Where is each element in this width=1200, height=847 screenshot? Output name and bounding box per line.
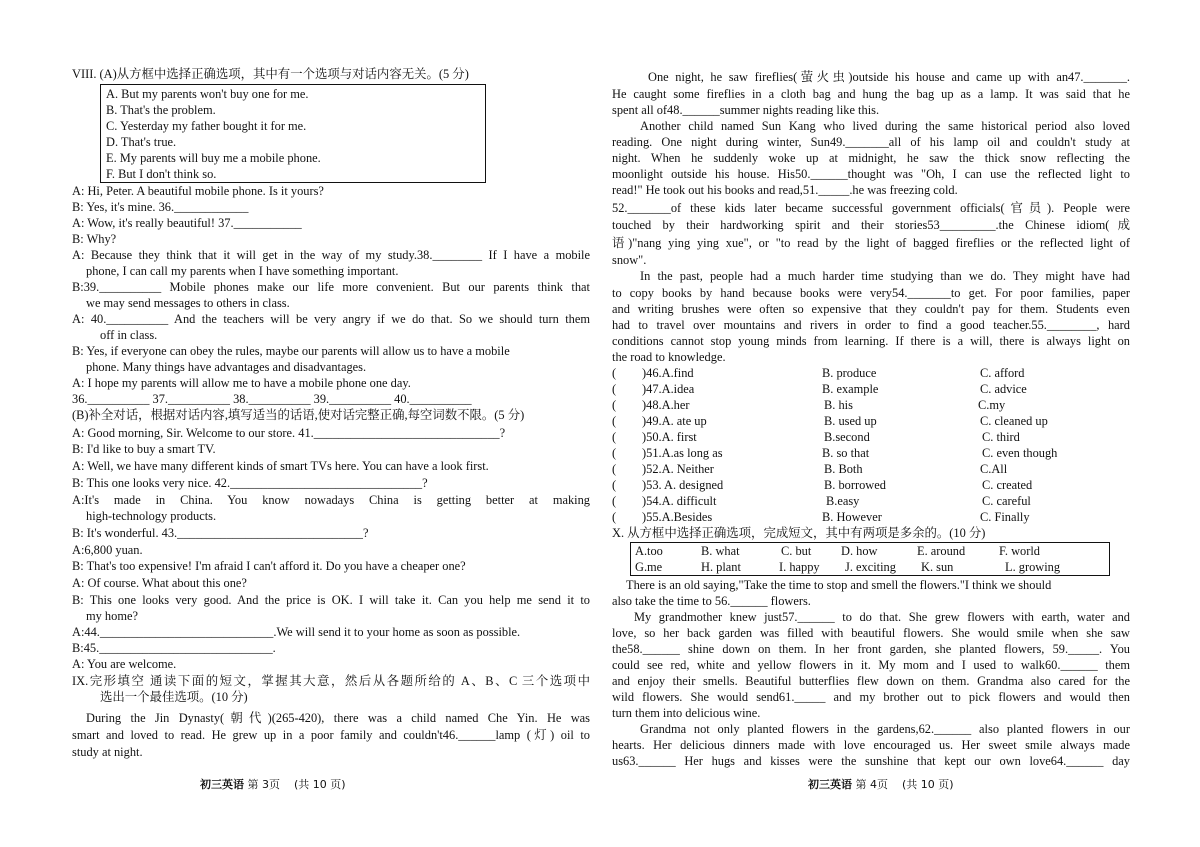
- passage-line: During the Jin Dynasty(朝代)(265-420), there was a child named Che Yin. He was: [86, 711, 590, 725]
- word-option: L. growing: [1005, 560, 1061, 574]
- dialogue-line: A: Well, we have many different kinds of smart TVs here. You can have a look first.: [72, 459, 489, 473]
- passage-line: snow".: [612, 253, 647, 267]
- mc-option-b: B. used up: [824, 414, 877, 428]
- dialogue-line: A:44.____________________________.We will send it to your home as soon as possible.: [72, 625, 521, 639]
- mc-option-c: C.my: [978, 398, 1006, 412]
- mc-option-a: )53. A. designed: [642, 478, 724, 492]
- section-8b-header: (B)补全对话，根据对话内容,填写适当的话语,使对话完整正确,每空词数不限。(5 分): [72, 408, 525, 422]
- footer-page: 第 4页: [855, 778, 888, 791]
- passage-line: night. When he suddenly woke up at midnight, he saw the thick snow reflecting the: [612, 151, 1130, 165]
- dialogue-line: B:39.__________ Mobile phones make our life more convenient. But our parents think that: [72, 280, 590, 294]
- dialogue-line: B: Why?: [72, 232, 117, 246]
- passage-line: to copy books by hand because books were very54._______to get. For poor families, paper: [612, 286, 1130, 300]
- options-box: [100, 84, 486, 183]
- mc-option-a: )54.A. difficult: [642, 494, 717, 508]
- dialogue-line: A: Of course. What about this one?: [72, 576, 247, 590]
- passage-line: He caught some fireflies in a cloth bag and hung the bag up as a lamp. It was said that he: [612, 87, 1130, 101]
- footer-page: 第 3页: [247, 778, 280, 791]
- word-option: H. plant: [701, 560, 741, 574]
- passage-line: had to travel over mountains and rivers in order to find a good teacher.55.________, hard: [612, 318, 1130, 332]
- mc-option-b: B.easy: [826, 494, 860, 508]
- passage-line: conditions cannot stop young minds from learning. If there is a will, there is always light on: [612, 334, 1130, 348]
- dialogue-line: A: Because they think that it will get in the way of my study.38.________ If I have a mobile: [72, 248, 590, 262]
- passage-line: moonlight outside his house. His50.______thought was "Oh, I can use the reflected light to: [612, 167, 1130, 181]
- passage-line: 语)"nang ying ying xue", or "to read by the light of bagged fireflies or the reflected light of: [612, 236, 1130, 250]
- passage-line: also take the time to 56.______ flowers.: [612, 594, 811, 608]
- page-footer: [808, 776, 954, 792]
- right-page: [612, 0, 1130, 847]
- passage-line: There is an old saying,"Take the time to stop and smell the flowers."I think we should: [626, 578, 1052, 592]
- word-box: [630, 542, 1110, 576]
- passage-line: In the past, people had a much harder time studying than we do. They might have had: [640, 269, 1130, 283]
- mc-paren: (: [612, 494, 617, 508]
- word-option: J. exciting: [845, 560, 896, 574]
- mc-option-a: )55.A.Besides: [642, 510, 713, 524]
- dialogue-line: we may send messages to others in class.: [86, 296, 290, 310]
- box-option: D. That's true.: [106, 135, 177, 149]
- word-option: I. happy: [779, 560, 820, 574]
- dialogue-line: A: Hi, Peter. A beautiful mobile phone. Is it yours?: [72, 184, 324, 198]
- section-9-header-cont: 选出一个最佳选项。(10 分): [100, 690, 248, 704]
- mc-paren: (: [612, 446, 617, 460]
- dialogue-line: high-technology products.: [86, 509, 217, 523]
- section-10-header: X. 从方框中选择正确选项，完成短文，其中有两项是多余的。(10 分): [612, 526, 986, 540]
- box-option: E. My parents will buy me a mobile phone.: [106, 151, 321, 165]
- passage-line: wild flowers. She would send61._____ and my brother out to pick flowers and would then: [612, 690, 1130, 704]
- dialogue-line: B: That's too expensive! I'm afraid I can't afford it. Do you have a cheaper one?: [72, 559, 466, 573]
- passage-line: spent all of48.______summer nights reading like this.: [612, 103, 880, 117]
- word-option: K. sun: [921, 560, 954, 574]
- box-option: F. But I don't think so.: [106, 167, 217, 181]
- passage-line: turn them into delicious wine.: [612, 706, 761, 720]
- mc-option-b: B. Both: [824, 462, 863, 476]
- mc-option-b: B. borrowed: [824, 478, 886, 492]
- mc-option-a: )50.A. first: [642, 430, 697, 444]
- passage-line: One night, he saw fireflies(萤火虫)outside his house and came up with an47._______.: [648, 70, 1130, 84]
- mc-paren: (: [612, 478, 617, 492]
- word-option: B. what: [701, 544, 740, 558]
- dialogue-line: phone. Many things have advantages and disadvantages.: [86, 360, 367, 374]
- passage-line: love, so her back garden was filled with beautiful flowers. She would smile when she saw: [612, 626, 1130, 640]
- word-option: G.me: [635, 560, 663, 574]
- passage-line: and writing brushes were often so expensive that they couldn't pay for them. Students even: [612, 302, 1130, 316]
- mc-option-c: C. third: [982, 430, 1020, 444]
- footer-course: 初三英语: [808, 778, 852, 791]
- mc-option-b: B. example: [822, 382, 879, 396]
- mc-option-b: B. so that: [822, 446, 870, 460]
- passage-line: 52._______of these kids later became successful government officials(官员). People were: [612, 201, 1130, 215]
- passage-line: touched by their hardworking spirit and their stories53_________.the Chinese idiom(成: [612, 218, 1130, 232]
- mc-option-a: )52.A. Neither: [642, 462, 714, 476]
- box-option: C. Yesterday my father bought it for me.: [106, 119, 307, 133]
- mc-option-c: C. created: [982, 478, 1033, 492]
- word-option: F. world: [999, 544, 1041, 558]
- page-footer: [200, 776, 346, 792]
- dialogue-line: B: This one looks very nice. 42._______________________________?: [72, 476, 428, 490]
- passage-line: us63.______ Her hugs and kisses were the sunshine that kept our own love64.______ day: [612, 754, 1130, 768]
- mc-option-c: C. even though: [982, 446, 1058, 460]
- footer-course: 初三英语: [200, 778, 244, 791]
- passage-line: the road to knowledge.: [612, 350, 726, 364]
- footer-total: (共 10 页): [902, 778, 954, 791]
- mc-option-c: C. afford: [980, 366, 1025, 380]
- dialogue-line: B: I'd like to buy a smart TV.: [72, 442, 216, 456]
- mc-paren: (: [612, 414, 617, 428]
- passage-line: My grandmother knew just57.______ to do that. She grew flowers with earth, water and: [634, 610, 1130, 624]
- answer-blanks-line: 36.__________ 37.__________ 38.__________ 39.__________ 40.__________: [72, 392, 472, 406]
- box-option: B. That's the problem.: [106, 103, 216, 117]
- passage-line: Grandma not only planted flowers in the gardens,62.______ also planted flowers in our: [640, 722, 1130, 736]
- mc-option-a: )51.A.as long as: [642, 446, 723, 460]
- mc-option-a: )49.A. ate up: [642, 414, 707, 428]
- word-option: E. around: [917, 544, 966, 558]
- section-8-header: VIII. (A)从方框中选择正确选项，其中有一个选项与对话内容无关。(5 分): [72, 67, 469, 81]
- mc-option-b: B. produce: [822, 366, 877, 380]
- mc-option-c: C. careful: [982, 494, 1031, 508]
- dialogue-line: A: I hope my parents will allow me to have a mobile phone one day.: [72, 376, 411, 390]
- mc-option-b: B. his: [824, 398, 853, 412]
- mc-option-a: )46.A.find: [642, 366, 694, 380]
- dialogue-line: A: Good morning, Sir. Welcome to our store. 41.______________________________?: [72, 426, 506, 440]
- dialogue-line: A:6,800 yuan.: [72, 543, 143, 557]
- section-9-header: IX.完形填空 通读下面的短文，掌握其大意，然后从各题所给的 A、B、C 三个选项中: [72, 674, 590, 688]
- passage-line: and enjoy their smells. Beautiful butterflies flew down on them. Grandma also cared for the: [612, 674, 1130, 688]
- mc-option-c: C. advice: [980, 382, 1027, 396]
- passage-line: read!" He took out his books and read,51._____.he was freezing cold.: [612, 183, 958, 197]
- mc-option-b: B.second: [824, 430, 870, 444]
- passage-line: study at night.: [72, 745, 143, 759]
- passage-line: smart and loved to read. He grew up in a poor family and couldn't46.______lamp (灯) oil to: [72, 728, 590, 742]
- footer-total: (共 10 页): [294, 778, 346, 791]
- dialogue-line: B: It's wonderful. 43.______________________________?: [72, 526, 369, 540]
- dialogue-line: A: Wow, it's really beautiful! 37.___________: [72, 216, 302, 230]
- mc-paren: (: [612, 462, 617, 476]
- dialogue-line: A: 40.__________ And the teachers will be very angry if we do that. So we should turn them: [72, 312, 590, 326]
- passage-line: the58.______ shine down on them. In her front garden, she planted flowers, 59._____. You: [612, 642, 1130, 656]
- dialogue-line: phone, I can call my parents when I have something important.: [86, 264, 399, 278]
- word-option: C. but: [781, 544, 812, 558]
- mc-paren: (: [612, 510, 617, 524]
- dialogue-line: off in class.: [100, 328, 158, 342]
- mc-paren: (: [612, 430, 617, 444]
- passage-line: reading. One night during winter, Sun49._______all of his lamp oil and couldn't study at: [612, 135, 1130, 149]
- dialogue-line: my home?: [86, 609, 138, 623]
- mc-option-a: )48.A.her: [642, 398, 690, 412]
- mc-paren: (: [612, 366, 617, 380]
- word-option: D. how: [841, 544, 878, 558]
- box-option: A. But my parents won't buy one for me.: [106, 87, 309, 101]
- word-option: A.too: [635, 544, 663, 558]
- mc-option-c: C. Finally: [980, 510, 1030, 524]
- dialogue-line: A:It's made in China. You know nowadays China is getting better at making: [72, 493, 590, 507]
- mc-option-c: C.All: [980, 462, 1008, 476]
- passage-line: Another child named Sun Kang who lived during the same historical period also loved: [640, 119, 1130, 133]
- passage-line: hearts. Her delicious dinners made with love encouraged us. Her sweet smile always made: [612, 738, 1130, 752]
- passage-line: could see red, white and yellow flowers in it. My mom and I used to walk60.______ them: [612, 658, 1130, 672]
- dialogue-line: B: Yes, if everyone can obey the rules, maybe our parents will allow us to have a mobile: [72, 344, 510, 358]
- mc-option-c: C. cleaned up: [980, 414, 1048, 428]
- mc-option-b: B. However: [822, 510, 882, 524]
- dialogue-line: B: This one looks very good. And the price is OK. I will take it. Can you help me send it to: [72, 593, 590, 607]
- left-page: [72, 0, 590, 847]
- mc-paren: (: [612, 382, 617, 396]
- dialogue-line: B:45.____________________________.: [72, 641, 276, 655]
- dialogue-line: A: You are welcome.: [72, 657, 177, 671]
- mc-paren: (: [612, 398, 617, 412]
- dialogue-line: B: Yes, it's mine. 36.____________: [72, 200, 249, 214]
- mc-option-a: )47.A.idea: [642, 382, 695, 396]
